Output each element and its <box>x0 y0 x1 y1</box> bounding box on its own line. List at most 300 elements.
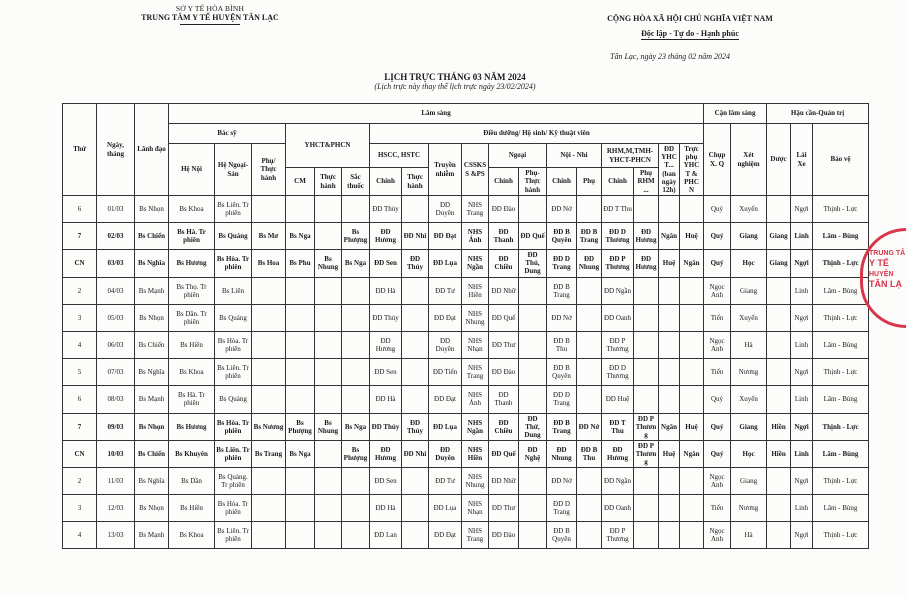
date-cell: 11/03 <box>97 467 135 494</box>
duty-cell: ĐD Nhữ <box>489 277 519 304</box>
duty-cell: Bs Mạnh <box>135 522 169 549</box>
table-row <box>63 223 869 250</box>
duty-cell <box>252 522 286 549</box>
duty-cell <box>659 386 680 413</box>
duty-cell: Ngọc Anh <box>704 331 731 358</box>
duty-cell <box>402 359 429 386</box>
duty-cell: ĐD Thủy <box>370 413 402 440</box>
duty-cell: Bs Khoa <box>169 522 215 549</box>
duty-cell: ĐD Đạt <box>429 386 462 413</box>
group-bac-sy: Bác sỹ <box>169 124 286 144</box>
duty-cell: Bs Hòa. Tr phiên <box>215 250 252 277</box>
duty-cell: Bs Quảng <box>215 304 252 331</box>
duty-cell: ĐD D Trang <box>547 250 577 277</box>
duty-cell <box>659 277 680 304</box>
duty-cell: ĐD Hương <box>370 331 402 358</box>
duty-cell: Bs Nga <box>342 413 370 440</box>
duty-cell: Thịnh - Lực <box>813 522 869 549</box>
duty-cell: Bs Hiền <box>169 331 215 358</box>
duty-cell: Bs Thọ. Tr phiên <box>169 277 215 304</box>
duty-cell <box>402 331 429 358</box>
duty-cell: NHS Ngần <box>462 250 489 277</box>
duty-cell <box>634 304 659 331</box>
duty-cell: ĐD Ngần <box>602 277 634 304</box>
duty-cell <box>680 304 704 331</box>
duty-cell: Xuyến <box>731 196 767 223</box>
duty-cell: Quý <box>704 250 731 277</box>
duty-cell: NHS Nhung <box>462 304 489 331</box>
duty-cell <box>286 331 315 358</box>
date-cell: 10/03 <box>97 440 135 467</box>
duty-cell: Học <box>731 440 767 467</box>
divider <box>180 24 240 25</box>
duty-cell: ĐD Lụa <box>429 250 462 277</box>
duty-cell: ĐD B Quyên <box>547 359 577 386</box>
col-dd-yhct: ĐD YHC T... (ban ngày 12h) <box>659 144 680 196</box>
duty-cell: ĐD Đào <box>489 196 519 223</box>
duty-cell: ĐD Thư <box>489 495 519 522</box>
duty-cell <box>252 331 286 358</box>
group-dieu-duong: Điều dưỡng/ Hộ sinh/ Kỹ thuật viên <box>370 124 704 144</box>
weekday-cell: 2 <box>63 277 97 304</box>
table-row <box>63 359 869 386</box>
motto: Độc lập - Tự do - Hạnh phúc <box>641 29 739 38</box>
duty-cell: ĐD Quế <box>489 440 519 467</box>
duty-cell: Bs Nhọn <box>135 413 169 440</box>
country-name: CỘNG HÒA XÃ HỘI CHỦ NGHĨA VIỆT NAM <box>607 14 773 23</box>
duty-cell <box>342 522 370 549</box>
duty-cell: Bs Khuyên <box>169 440 215 467</box>
duty-cell: Bs Hương <box>169 413 215 440</box>
duty-cell: ĐD B Thu <box>547 331 577 358</box>
duty-cell <box>634 331 659 358</box>
duty-cell: Ngân <box>659 223 680 250</box>
col-bao-ve: Bảo vệ <box>813 124 869 196</box>
duty-cell <box>577 304 602 331</box>
col-hscc-chinh: Chính <box>370 168 402 196</box>
col-he-noi: Hệ Nội <box>169 144 215 196</box>
date-cell: 06/03 <box>97 331 135 358</box>
weekday-cell: 4 <box>63 331 97 358</box>
duty-cell: Ngân <box>659 413 680 440</box>
duty-cell: Linh <box>791 223 813 250</box>
duty-cell: Giang <box>731 223 767 250</box>
duty-cell <box>634 386 659 413</box>
table-row <box>63 277 869 304</box>
duty-cell: Linh <box>791 331 813 358</box>
duty-cell: Bs Hiền <box>169 495 215 522</box>
duty-cell <box>342 467 370 494</box>
duty-cell: ĐD P Thương <box>602 250 634 277</box>
duty-cell <box>286 495 315 522</box>
duty-cell <box>577 386 602 413</box>
duty-cell <box>286 467 315 494</box>
date-cell: 01/03 <box>97 196 135 223</box>
duty-cell: Bs Hương <box>169 250 215 277</box>
duty-cell <box>680 522 704 549</box>
duty-cell: Ngợi <box>791 522 813 549</box>
duty-cell: ĐD Sen <box>370 359 402 386</box>
duty-cell: Lâm - Bùng <box>813 495 869 522</box>
duty-cell <box>402 522 429 549</box>
duty-cell: Bs Nhung <box>315 413 342 440</box>
duty-cell <box>342 304 370 331</box>
date-cell: 05/03 <box>97 304 135 331</box>
weekday-cell: 3 <box>63 304 97 331</box>
duty-schedule-table <box>62 103 869 549</box>
duty-cell: Giang <box>767 250 791 277</box>
duty-cell <box>286 277 315 304</box>
duty-cell <box>680 359 704 386</box>
duty-cell: ĐD Duyên <box>429 196 462 223</box>
duty-cell: Bs Nghĩa <box>135 467 169 494</box>
duty-cell: ĐD Oanh <box>602 495 634 522</box>
duty-cell: Bs Nhọn <box>135 495 169 522</box>
duty-cell: Hiền <box>767 440 791 467</box>
col-chup-xq: Chụp X. Q <box>704 124 731 196</box>
duty-cell: Bs Liên <box>215 277 252 304</box>
duty-cell <box>767 467 791 494</box>
duty-cell <box>315 386 342 413</box>
duty-cell: Bs Nhọn <box>135 304 169 331</box>
official-seal: TRUNG TÂ Y TẾ HUYỆN TÂN LẠ <box>860 228 906 328</box>
duty-cell: ĐD Hương <box>634 250 659 277</box>
duty-cell: ĐD Tư <box>429 277 462 304</box>
duty-cell <box>767 522 791 549</box>
duty-cell: ĐD Đào <box>489 522 519 549</box>
duty-cell: ĐD Duyên <box>429 440 462 467</box>
duty-cell: Lâm - Bùng <box>813 440 869 467</box>
duty-cell: Hiền <box>767 413 791 440</box>
duty-cell: ĐD Quế <box>519 223 547 250</box>
duty-cell: ĐD Thanh <box>489 223 519 250</box>
group-lam-sang: Lâm sàng <box>169 104 704 124</box>
department-name: SỞ Y TẾ HÒA BÌNH <box>175 4 245 13</box>
duty-cell: ĐD T Thu <box>602 196 634 223</box>
duty-cell <box>252 495 286 522</box>
duty-cell <box>519 196 547 223</box>
duty-cell <box>402 386 429 413</box>
duty-cell <box>634 277 659 304</box>
duty-cell: ĐD Đạt <box>429 304 462 331</box>
duty-cell: Quý <box>704 196 731 223</box>
duty-cell: Xuyến <box>731 386 767 413</box>
duty-cell <box>286 522 315 549</box>
duty-cell: Linh <box>791 277 813 304</box>
duty-cell: Linh <box>791 495 813 522</box>
duty-cell: ĐD B Quyên <box>547 522 577 549</box>
duty-cell <box>402 196 429 223</box>
duty-cell: ĐD Hương <box>602 440 634 467</box>
duty-cell: ĐD Hương <box>370 223 402 250</box>
duty-cell: ĐD Hà <box>370 277 402 304</box>
duty-cell: Bs Nghĩa <box>135 359 169 386</box>
duty-cell <box>577 359 602 386</box>
duty-cell: Xuyến <box>731 304 767 331</box>
duty-cell: Bs Nga <box>286 223 315 250</box>
duty-cell: Bs Nga <box>342 250 370 277</box>
duty-cell: ĐD Lụa <box>429 413 462 440</box>
duty-cell: Hà <box>731 331 767 358</box>
duty-cell: ĐD Nở <box>547 196 577 223</box>
duty-cell: Lâm - Bùng <box>813 223 869 250</box>
duty-cell: Tiến <box>704 304 731 331</box>
duty-cell: Bs Hòa. Tr phiên <box>215 413 252 440</box>
duty-cell: ĐD Đào <box>489 359 519 386</box>
duty-cell <box>577 331 602 358</box>
duty-cell <box>252 304 286 331</box>
duty-cell: ĐD B Trang <box>547 277 577 304</box>
col-sac-thuoc: Sắc thuốc <box>342 168 370 196</box>
duty-cell: Linh <box>791 440 813 467</box>
duty-cell: Ngọc Anh <box>704 277 731 304</box>
duty-cell <box>659 304 680 331</box>
duty-cell: ĐD Lan <box>370 522 402 549</box>
duty-cell: ĐD Thanh <box>489 386 519 413</box>
document-title-block <box>330 72 580 91</box>
duty-cell <box>767 495 791 522</box>
duty-cell <box>659 359 680 386</box>
duty-cell: Bs Phượng <box>342 223 370 250</box>
duty-cell: ĐD Chiều <box>489 413 519 440</box>
duty-cell <box>315 277 342 304</box>
duty-cell <box>252 196 286 223</box>
duty-cell: ĐD P Thương <box>634 440 659 467</box>
duty-cell: ĐD T Thu <box>602 413 634 440</box>
duty-cell <box>286 196 315 223</box>
duty-cell: Bs Hoa <box>252 250 286 277</box>
duty-cell: ĐD Đạt <box>429 223 462 250</box>
duty-cell: Huệ <box>680 413 704 440</box>
duty-cell: Tiến <box>704 495 731 522</box>
duty-cell: ĐD B Trang <box>547 413 577 440</box>
duty-cell: Bs Quảng. Tr phiên <box>215 467 252 494</box>
duty-cell <box>342 196 370 223</box>
duty-cell: ĐD Sen <box>370 467 402 494</box>
duty-cell <box>252 359 286 386</box>
document-date: Tân Lạc, ngày 23 tháng 02 năm 2024 <box>610 52 730 61</box>
duty-cell: ĐD Thủ, Dung <box>519 250 547 277</box>
duty-cell: ĐD Duyên <box>429 331 462 358</box>
weekday-cell: 6 <box>63 386 97 413</box>
duty-cell: Bs Quảng <box>215 386 252 413</box>
duty-cell: Bs Phu <box>286 250 315 277</box>
date-cell: 08/03 <box>97 386 135 413</box>
duty-cell: Bs Chiến <box>135 440 169 467</box>
duty-cell: ĐD D Thương <box>602 359 634 386</box>
duty-cell: NHS Ngần <box>462 413 489 440</box>
duty-cell <box>767 196 791 223</box>
duty-cell <box>342 331 370 358</box>
duty-cell <box>519 331 547 358</box>
duty-cell: ĐD Nở <box>547 467 577 494</box>
duty-cell <box>252 277 286 304</box>
duty-cell: Bs Nhọn <box>135 196 169 223</box>
col-thu: Thứ <box>63 104 97 196</box>
duty-cell: ĐD Nhung <box>547 440 577 467</box>
col-yhct-thuc-hanh: Thực hành <box>315 168 342 196</box>
duty-cell <box>767 277 791 304</box>
duty-cell <box>315 196 342 223</box>
table-row <box>63 467 869 494</box>
duty-cell: ĐD B Quyên <box>547 223 577 250</box>
duty-cell: Ngợi <box>791 413 813 440</box>
duty-cell <box>659 495 680 522</box>
group-yhct: YHCT&PHCN <box>286 124 370 168</box>
duty-cell <box>519 359 547 386</box>
duty-cell <box>767 331 791 358</box>
document-subtitle: (Lịch trực này thay thế lịch trực ngày 23/02/2024) <box>374 82 536 91</box>
duty-cell <box>577 196 602 223</box>
duty-cell: Quý <box>704 440 731 467</box>
duty-cell <box>315 440 342 467</box>
duty-cell: Bs Hà. Tr phiên <box>169 386 215 413</box>
duty-cell: ĐD D Thương <box>602 223 634 250</box>
duty-cell: Lâm - Bùng <box>813 331 869 358</box>
duty-cell <box>519 522 547 549</box>
duty-cell <box>286 386 315 413</box>
duty-cell: ĐD B Thu <box>577 440 602 467</box>
duty-cell: Quý <box>704 386 731 413</box>
duty-cell: Bs Mạnh <box>135 277 169 304</box>
weekday-cell: 5 <box>63 359 97 386</box>
duty-cell: Bs Dần <box>169 467 215 494</box>
duty-cell: Bs Khoa <box>169 196 215 223</box>
duty-cell: Bs Quảng <box>215 223 252 250</box>
duty-cell: ĐD Nhung <box>577 250 602 277</box>
duty-cell: Thịnh - Lực <box>813 196 869 223</box>
group-noi-nhi: Nội - Nhi <box>547 144 602 168</box>
weekday-cell: 2 <box>63 467 97 494</box>
duty-cell <box>519 386 547 413</box>
table-row <box>63 304 869 331</box>
duty-cell <box>634 522 659 549</box>
duty-cell: Ngợi <box>791 467 813 494</box>
duty-cell: ĐD Quế <box>489 304 519 331</box>
duty-cell: ĐD Thư <box>489 331 519 358</box>
table-row <box>63 196 869 223</box>
duty-cell: Bs Liên. Tr phiên <box>215 522 252 549</box>
duty-cell <box>634 359 659 386</box>
duty-cell <box>634 467 659 494</box>
duty-cell <box>519 304 547 331</box>
duty-cell: Thịnh - Lực <box>813 467 869 494</box>
duty-cell: Ngọc Anh <box>704 467 731 494</box>
document-title: LỊCH TRỰC THÁNG 03 NĂM 2024 <box>384 72 526 82</box>
duty-cell: NHS Ánh <box>462 223 489 250</box>
duty-cell: ĐD Nhữ <box>489 467 519 494</box>
duty-cell <box>252 386 286 413</box>
col-rhm-phu: Phụ RHM ... <box>634 168 659 196</box>
duty-cell: ĐD Hương <box>370 440 402 467</box>
duty-cell: ĐD Nở <box>577 413 602 440</box>
col-truyen-nhiem: Truyền nhiễm <box>429 144 462 196</box>
duty-cell <box>315 304 342 331</box>
date-cell: 03/03 <box>97 250 135 277</box>
duty-cell: ĐD Nở <box>547 304 577 331</box>
table-body <box>63 196 869 549</box>
weekday-cell: 3 <box>63 495 97 522</box>
duty-cell: Giang <box>731 277 767 304</box>
col-ngay: Ngày, tháng <box>97 104 135 196</box>
duty-cell <box>342 495 370 522</box>
table-row <box>63 495 869 522</box>
duty-cell: ĐD Thứ, Dung <box>519 413 547 440</box>
duty-cell: Ngợi <box>791 359 813 386</box>
col-duoc: Dược <box>767 124 791 196</box>
duty-cell: Bs Dần. Tr phiên <box>169 304 215 331</box>
duty-cell: ĐD Nhi <box>402 440 429 467</box>
duty-cell: Thịnh - Lực <box>813 359 869 386</box>
duty-cell: NHS Trang <box>462 522 489 549</box>
duty-cell <box>402 304 429 331</box>
duty-cell <box>519 467 547 494</box>
duty-cell <box>315 359 342 386</box>
duty-cell: Bs Phượng <box>286 413 315 440</box>
group-hau-can: Hậu cần-Quản trị <box>767 104 869 124</box>
duty-cell: Bs Chiến <box>135 223 169 250</box>
duty-cell: NHS Hiền <box>462 440 489 467</box>
duty-cell: Ngọc Anh <box>704 522 731 549</box>
duty-cell: Thịnh - Lực <box>813 304 869 331</box>
duty-cell <box>342 359 370 386</box>
duty-cell: Thịnh - Lực <box>813 413 869 440</box>
duty-cell: Lâm - Bùng <box>813 277 869 304</box>
duty-cell <box>680 196 704 223</box>
duty-cell: Huệ <box>659 440 680 467</box>
date-cell: 04/03 <box>97 277 135 304</box>
duty-cell <box>634 196 659 223</box>
duty-cell: ĐD D Trang <box>547 495 577 522</box>
national-header <box>590 14 790 41</box>
duty-cell: Bs Nghĩa <box>135 250 169 277</box>
col-lanh-dao: Lãnh đạo <box>135 104 169 196</box>
table-row <box>63 331 869 358</box>
duty-cell: Giang <box>767 223 791 250</box>
duty-cell <box>342 277 370 304</box>
organization-header <box>120 4 300 25</box>
weekday-cell: CN <box>63 440 97 467</box>
group-can-lam-sang: Cận lâm sàng <box>704 104 767 124</box>
duty-cell <box>402 277 429 304</box>
duty-cell <box>680 495 704 522</box>
duty-cell: Bs Nương <box>252 413 286 440</box>
duty-cell: ĐD Chiều <box>489 250 519 277</box>
duty-cell: Linh <box>791 386 813 413</box>
duty-cell: Bs Nhung <box>315 250 342 277</box>
duty-cell <box>315 495 342 522</box>
table-row <box>63 522 869 549</box>
duty-cell: NHS Trang <box>462 359 489 386</box>
duty-cell: Bs Liên. Tr phiên <box>215 440 252 467</box>
duty-cell <box>402 495 429 522</box>
duty-cell: Quý <box>704 413 731 440</box>
table-row <box>63 440 869 467</box>
duty-cell <box>634 495 659 522</box>
duty-cell: Bs Mạnh <box>135 386 169 413</box>
duty-cell <box>680 467 704 494</box>
duty-cell <box>342 386 370 413</box>
weekday-cell: 7 <box>63 413 97 440</box>
duty-cell: Ngân <box>680 250 704 277</box>
col-cm: CM <box>286 168 315 196</box>
duty-cell: Học <box>731 250 767 277</box>
col-ngoai-phu: Phụ-Thực hành <box>519 168 547 196</box>
col-truc-phu: Trực phụ YHC T & PHC N <box>680 144 704 196</box>
duty-cell: NHS Hiền <box>462 277 489 304</box>
duty-cell: NHS Nhạn <box>462 331 489 358</box>
duty-cell: Bs Mơ <box>252 223 286 250</box>
